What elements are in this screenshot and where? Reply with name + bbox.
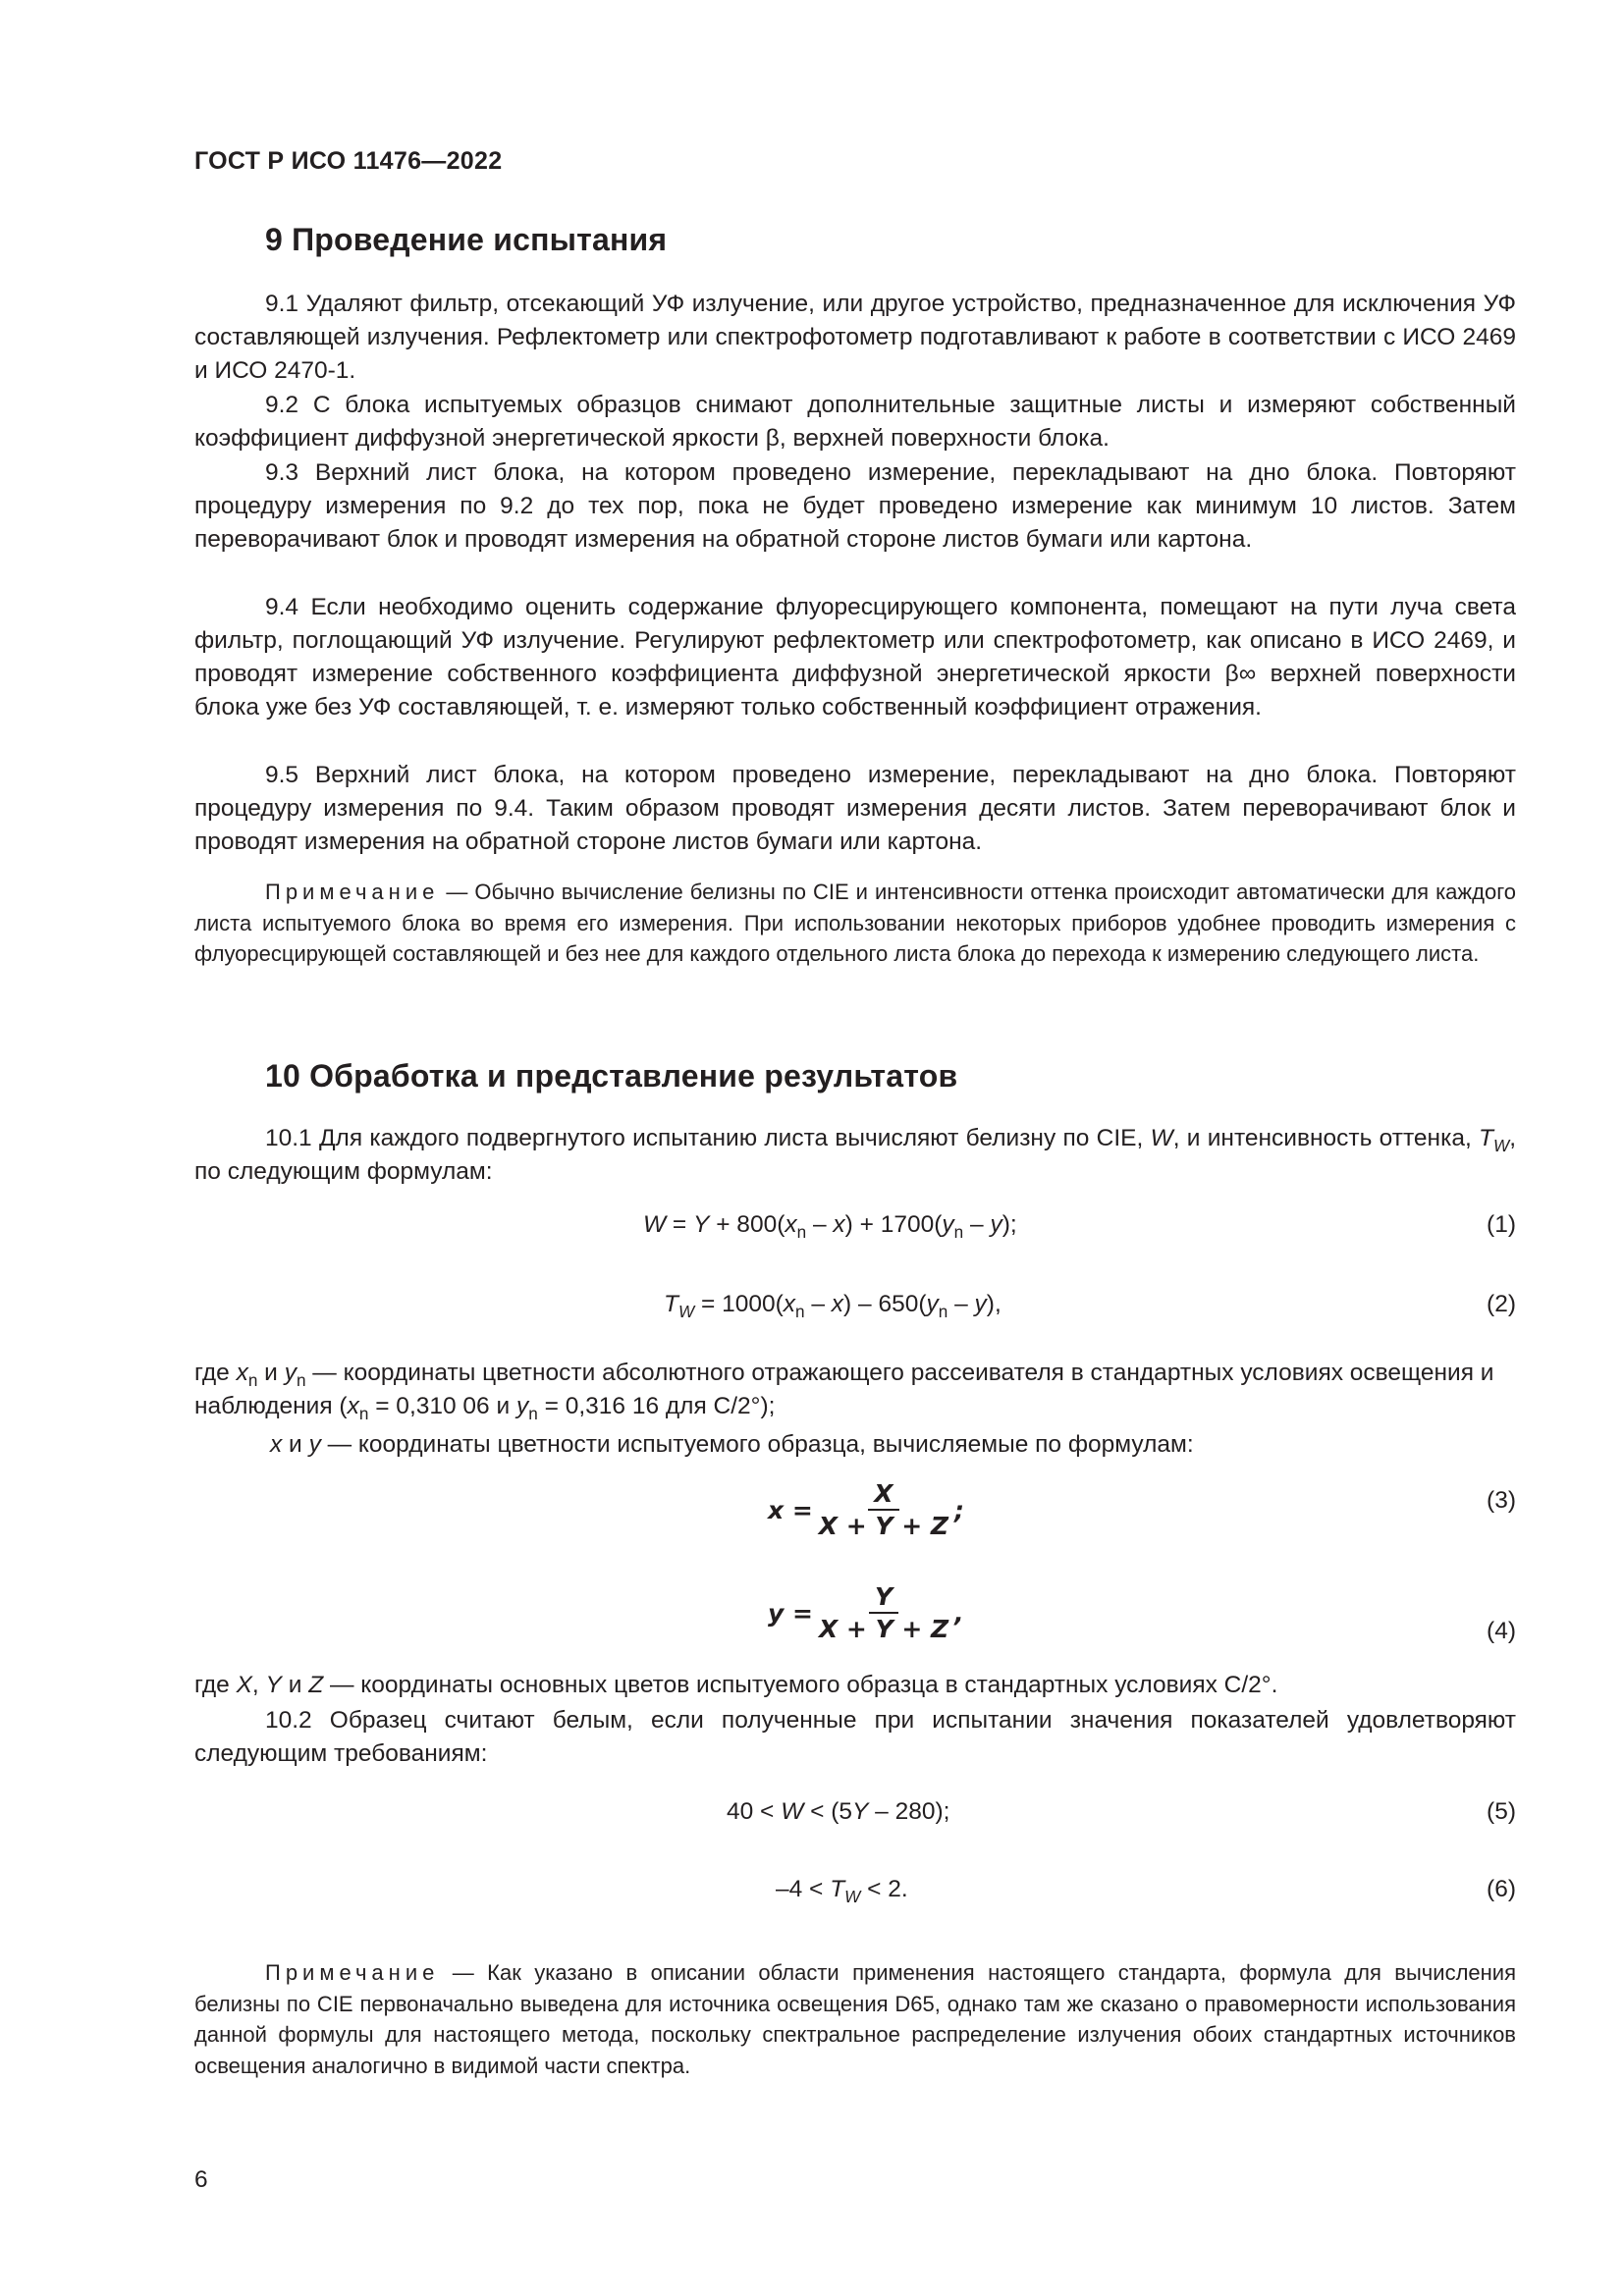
section-10-title: 10 Обработка и представление результатов (265, 1058, 958, 1094)
paragraph-10-1: 10.1 Для каждого подвергнутого испытанию листа вычисляют белизну по CIE, W, и интенсивность оттенка, $T_W$, по следующим формулам: (194, 1125, 1516, 1185)
definition-x-y: x и y — координаты цветности испытуемого образца, вычисляемые по формулам: (270, 1431, 1194, 1458)
formula-1: $W = Y + 800(x_n - x) + 1700(y_n - y)$; (643, 1211, 1017, 1242)
note-text: — Как указано в описании области применения настоящего стандарта, формула для вычисления белизны по CIE первоначально выведена для источника освещения D65, однако там же сказано о правомерности использования данной формулы для настоящего метода, поскольку спектральное распределение излучения обоих стандартных источников освещения аналогично в видимой части спектра. (194, 1960, 1516, 2078)
definition-xyz: где X, Y и Z — координаты основных цветов испытуемого образца в стандартных условиях C/2°. (194, 1672, 1278, 1698)
page-number: 6 (194, 2166, 208, 2193)
section-9-title: 9 Проведение испытания (265, 222, 668, 257)
formula-4: y = $\frac{Y}{X + Y + Z}$ , (768, 1582, 964, 1643)
note-text: — Обычно вычисление белизны по CIE и интенсивности оттенка происходит автоматически для каждого листа испытуемого блока во время его измерения. При использовании некоторых приборов удобнее проводить измерения с флуоресцирующей составляющей и без нее для каждого отдельного листа блока до перехода к измерению следующего листа. (194, 880, 1516, 966)
paragraph-9-5: 9.5 Верхний лист блока, на котором проведено измерение, перекладывают на дно блока. Повторяют процедуру измерения по 9.4. Таким образом проводят измерения десяти листов. Затем переворачивают блок и проводят измерения на обратной стороне листов бумаги или картона. (194, 762, 1516, 855)
formula-2: $T_W = 1000(x_n - x) - 650(y_n - y)$, (664, 1291, 1001, 1321)
paragraph-9-2: 9.2 С блока испытуемых образцов снимают дополнительные защитные листы и измеряют собственный коэффициент диффузной энергетической яркости β, верхней поверхности блока. (194, 392, 1516, 452)
note-section-9 (194, 877, 1516, 970)
note-label: Примечание (265, 1960, 440, 1985)
paragraph-9-3: 9.3 Верхний лист блока, на котором проведено измерение, перекладывают на дно блока. Повторяют процедуру измерения по 9.2 до тех пор, пока не будет проведено измерение как минимум 10 листов. Затем переворачивают блок и проводят измерения на обратной стороне листов бумаги или картона. (194, 459, 1516, 553)
formula-5: 40 < W < (5Y – 280); (727, 1798, 950, 1825)
formula-6: $-4 < T_W < 2$. (776, 1876, 908, 1906)
equation-number-3: (3) (1487, 1487, 1516, 1514)
equation-number-2: (2) (1487, 1291, 1516, 1317)
equation-number-5: (5) (1487, 1798, 1516, 1825)
note-label: Примечание (265, 880, 440, 904)
equation-number-6: (6) (1487, 1876, 1516, 1902)
paragraph-9-4: 9.4 Если необходимо оценить содержание флуоресцирующего компонента, помещают на пути луча света фильтр, поглощающий УФ излучение. Регулируют рефлектометр или спектрофотометр, как описано в ИСО 2469, и проводят измерение собственного коэффициента диффузной энергетической яркости β∞ верхней поверхности блока уже без УФ составляющей, т. е. измеряют только собственный коэффициент отражения. (194, 594, 1516, 721)
note-section-10 (194, 1957, 1516, 2081)
formula-3: x = $\frac{X}{X + Y + Z}$ ; (768, 1479, 964, 1540)
definition-xn-yn: где $x_n$ и $y_n$ — координаты цветности абсолютного отражающего рассеивателя в стандартных условиях освещения и наблюдения ($x_n = 0,310$ 06 и $y_n = 0,316$ 16 для C/2°); (194, 1360, 1494, 1423)
equation-number-1: (1) (1487, 1211, 1516, 1238)
document-header: ГОСТ Р ИСО 11476—2022 (194, 147, 503, 175)
paragraph-9-1: 9.1 Удаляют фильтр, отсекающий УФ излучение, или другое устройство, предназначенное для исключения УФ составляющей излучения. Рефлектометр или спектрофотометр подготавливают к работе в соответствии с ИСО 2469 и ИСО 2470-1. (194, 291, 1516, 384)
paragraph-10-2: 10.2 Образец считают белым, если полученные при испытании значения показателей удовлетворяют следующим требованиям: (194, 1707, 1516, 1767)
equation-number-4: (4) (1487, 1618, 1516, 1644)
